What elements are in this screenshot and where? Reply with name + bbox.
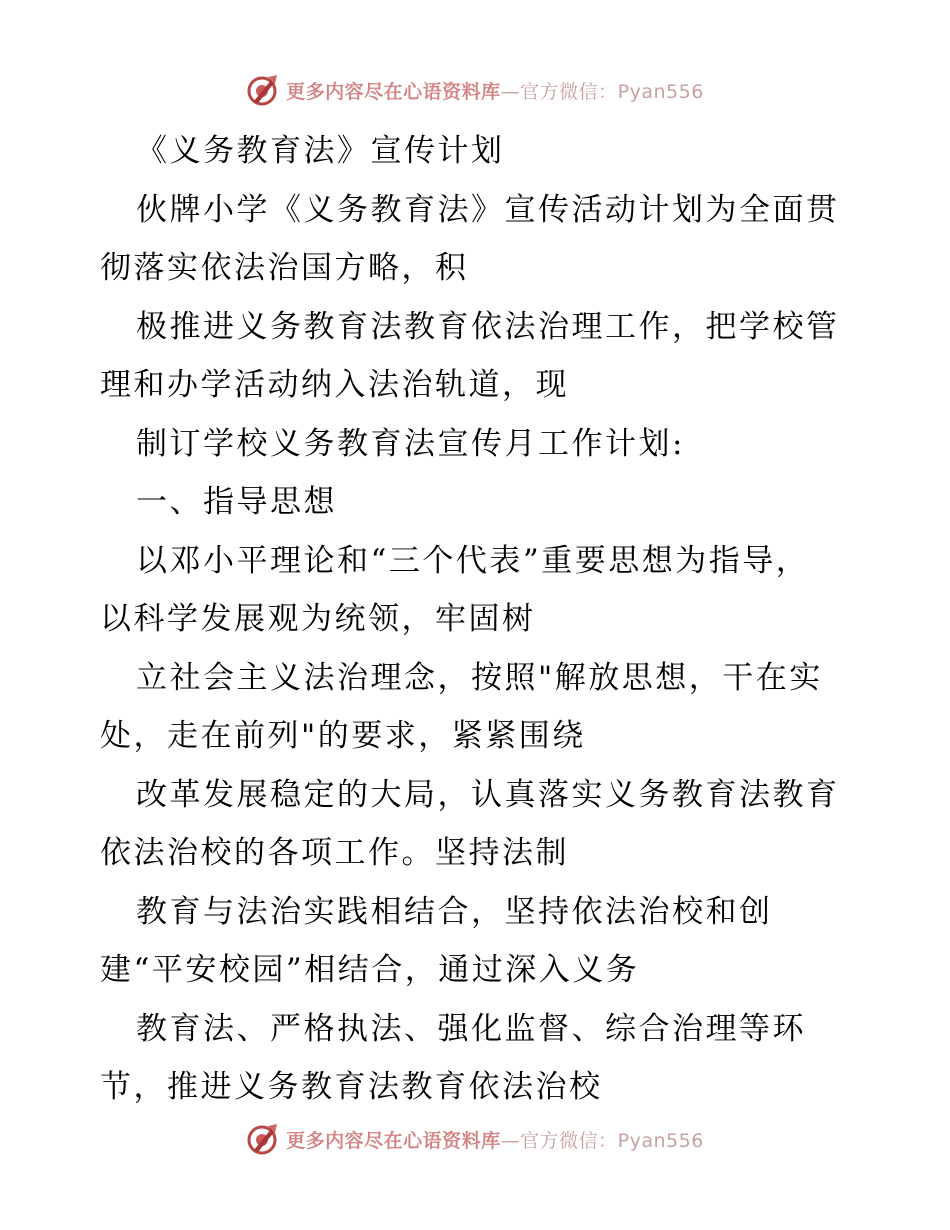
paragraph-line: 建“平安校园”相结合，通过深入义务	[100, 952, 640, 988]
paragraph-line: 极推进义务教育法教育依法治理工作，把学校管	[136, 308, 840, 345]
document-title: 《义务教育法》宣传计划	[136, 133, 505, 169]
quill-seal-icon	[246, 73, 280, 107]
footer-watermark	[0, 1119, 950, 1159]
watermark-text: 更多内容尽在心语资料库—官方微信：Pyan556	[286, 1129, 704, 1152]
paragraph-line: 教育与法治实践相结合，坚持依法治校和创	[136, 893, 773, 930]
paragraph-line: 处，走在前列"的要求，紧紧围绕	[100, 718, 586, 754]
paragraph-line: 以邓小平理论和“三个代表”重要思想为指导，	[136, 542, 810, 579]
paragraph-line: 立社会主义法治理念，按照"解放思想，干在实	[136, 659, 823, 696]
watermark-text: 更多内容尽在心语资料库—官方微信：Pyan556	[286, 80, 704, 103]
quill-seal-icon	[246, 1122, 280, 1156]
paragraph-line: 改革发展稳定的大局，认真落实义务教育法教育	[136, 776, 840, 813]
paragraph-line: 节，推进义务教育法教育依法治校	[100, 1069, 603, 1105]
paragraph-line: 以科学发展观为统领，牢固树	[100, 601, 536, 637]
paragraph-line: 依法治校的各项工作。坚持法制	[100, 835, 569, 871]
document-body	[100, 122, 860, 1117]
paragraph-line: 一、指导思想	[136, 484, 337, 520]
paragraph-line: 彻落实依法治国方略，积	[100, 250, 469, 286]
header-watermark	[0, 70, 950, 110]
paragraph-line: 教育法、严格执法、强化监督、综合治理等环	[136, 1010, 806, 1047]
paragraph-line: 伙牌小学《义务教育法》宣传活动计划为全面贯	[136, 191, 840, 228]
paragraph-line: 理和办学活动纳入法治轨道，现	[100, 367, 569, 403]
paragraph-line: 制订学校义务教育法宣传月工作计划:	[136, 425, 685, 462]
